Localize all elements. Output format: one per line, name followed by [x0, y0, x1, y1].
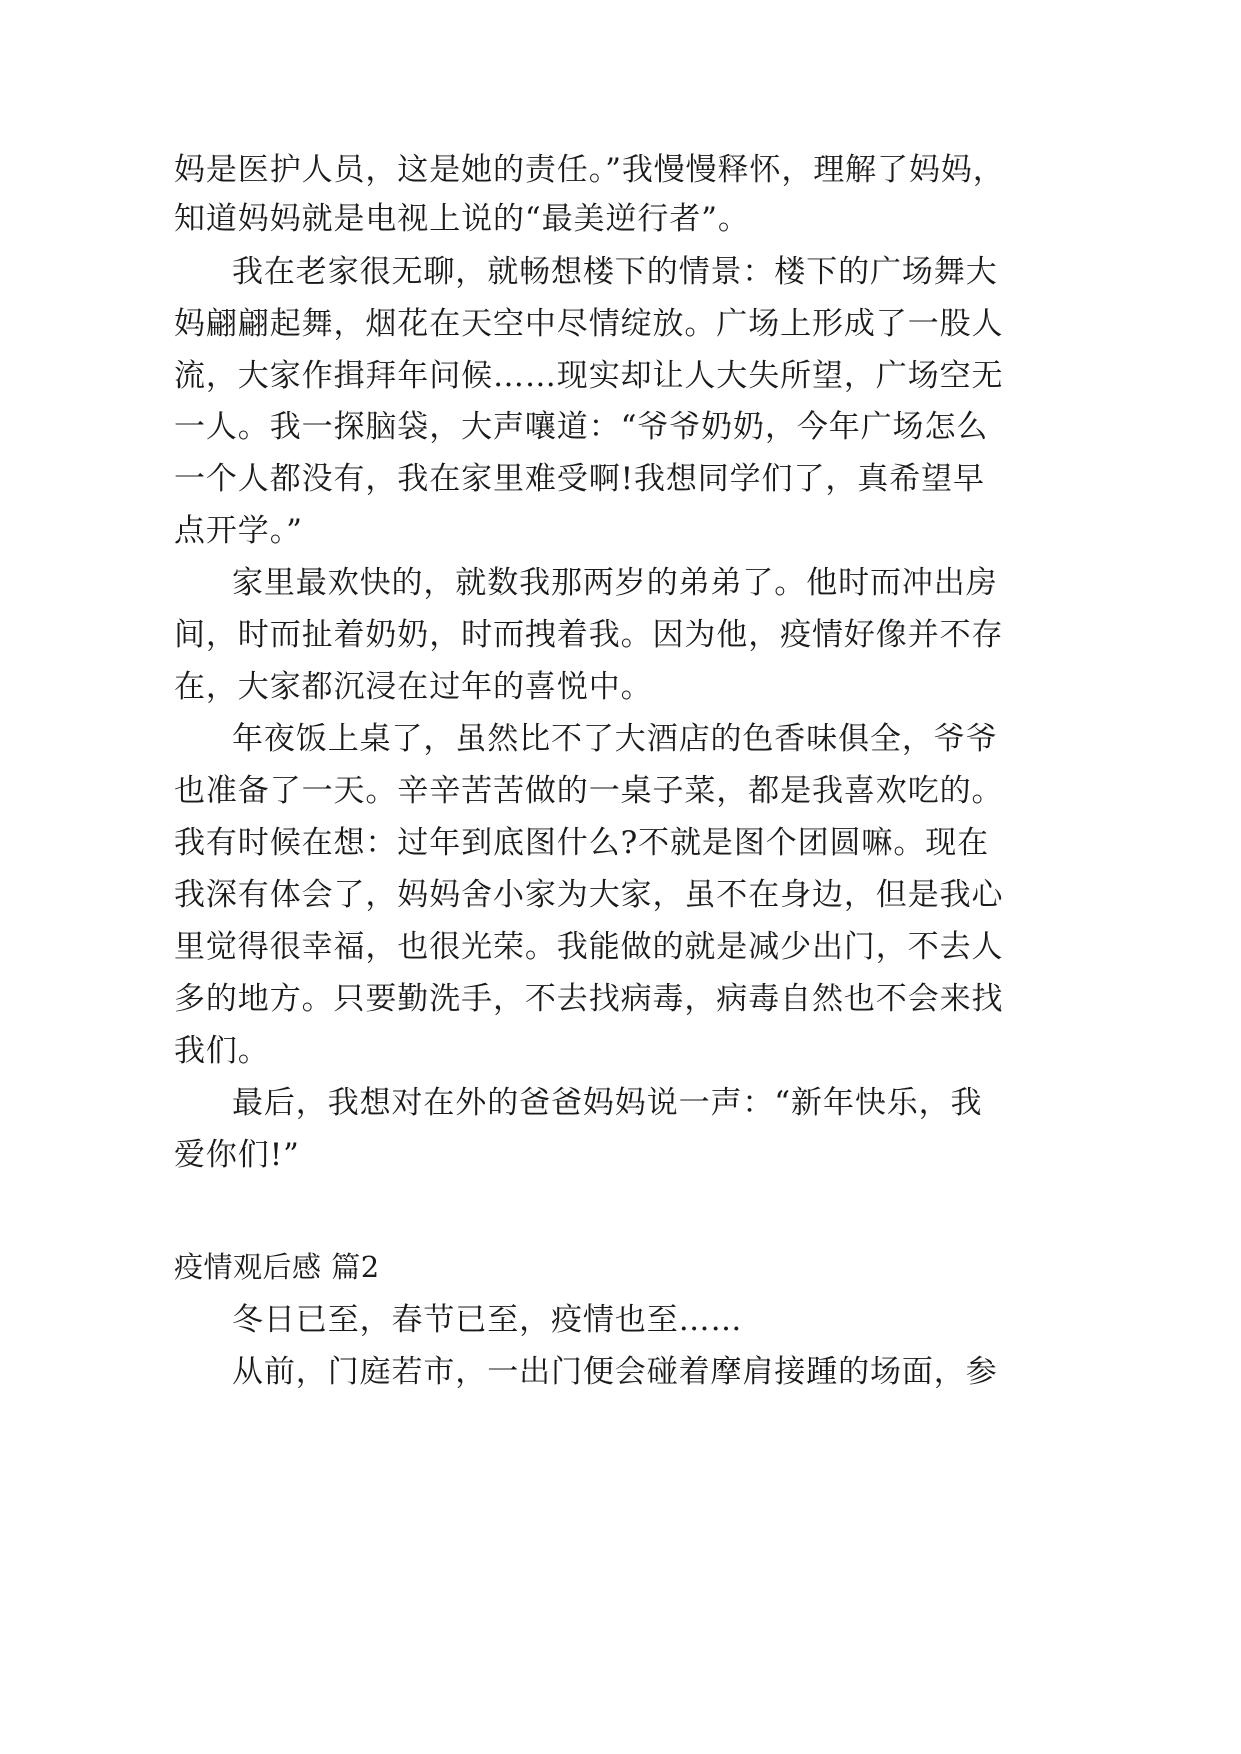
paragraph-line: 里觉得很幸福，也很光荣。我能做的就是减少出门，不去人	[174, 929, 1004, 965]
section-heading: 疫情观后感 篇2	[174, 1250, 380, 1284]
paragraph-line: 家里最欢快的，就数我那两岁的弟弟了。他时而冲出房	[232, 565, 998, 601]
paragraph-line: 多的地方。只要勤洗手，不去找病毒，病毒自然也不会来找	[174, 981, 1004, 1017]
paragraph-line: 一个人都没有，我在家里难受啊!我想同学们了，真希望早	[174, 461, 985, 497]
paragraph-line: 爱你们!”	[174, 1137, 300, 1173]
paragraph-line: 也准备了一天。辛辛苦苦做的一桌子菜，都是我喜欢吃的。	[174, 773, 1004, 809]
paragraph-line: 从前，门庭若市，一出门便会碰着摩肩接踵的场面，参	[232, 1354, 998, 1390]
paragraph-line: 我们。	[174, 1033, 270, 1069]
paragraph-line: 妈是医护人员，这是她的责任。”我慢慢释怀，理解了妈妈，	[174, 152, 1005, 188]
paragraph-line: 冬日已至，春节已至，疫情也至……	[232, 1302, 743, 1338]
paragraph-line: 流，大家作揖拜年问候……现实却让人大失所望，广场空无	[174, 358, 1004, 394]
paragraph-line: 一人。我一探脑袋，大声嚷道：“爷爷奶奶，今年广场怎么	[174, 409, 989, 445]
paragraph-line: 在，大家都沉浸在过年的喜悦中。	[174, 669, 653, 705]
paragraph-line: 最后，我想对在外的爸爸妈妈说一声：“新年快乐，我	[232, 1085, 983, 1121]
paragraph-line: 年夜饭上桌了，虽然比不了大酒店的色香味俱全，爷爷	[232, 721, 998, 757]
paragraph-line: 我深有体会了，妈妈舍小家为大家，虽不在身边，但是我心	[174, 877, 1004, 913]
paragraph-line: 间，时而扯着奶奶，时而拽着我。因为他，疫情好像并不存	[174, 617, 1004, 653]
paragraph-line: 我在老家很无聊，就畅想楼下的情景：楼下的广场舞大	[232, 254, 998, 290]
paragraph-line: 我有时候在想：过年到底图什么?不就是图个团圆嘛。现在	[174, 825, 990, 861]
paragraph-line: 妈翩翩起舞，烟花在天空中尽情绽放。广场上形成了一股人	[174, 306, 1004, 342]
paragraph-line: 点开学。”	[174, 513, 303, 549]
paragraph-line: 知道妈妈就是电视上说的“最美逆行者”。	[174, 201, 750, 237]
